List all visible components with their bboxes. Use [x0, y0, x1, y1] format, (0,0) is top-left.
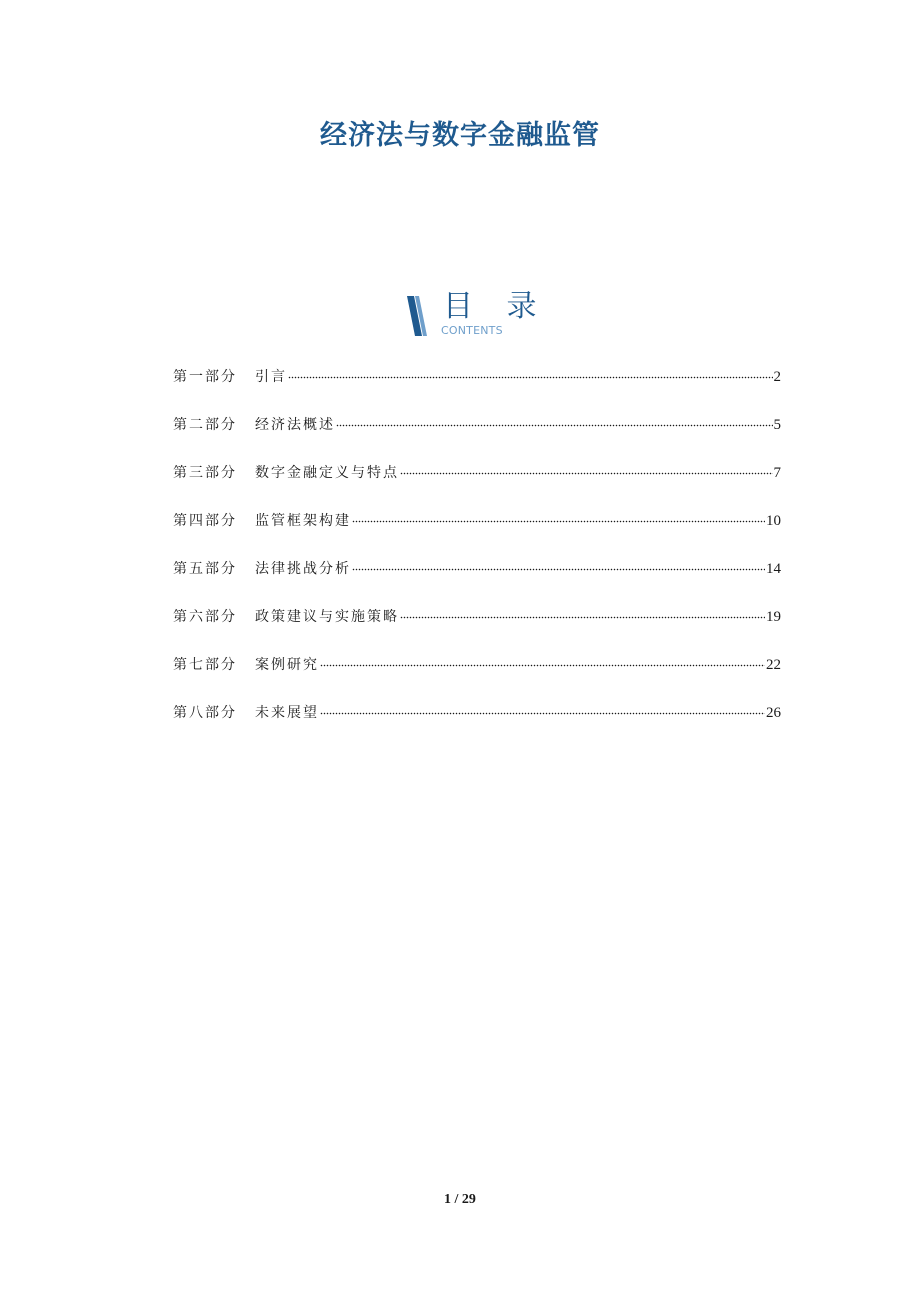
- toc-entry-page: 2: [773, 369, 781, 385]
- toc-entry-name: 引言: [255, 369, 287, 385]
- toc-leader-dots: [288, 376, 773, 380]
- toc-entry[interactable]: [173, 462, 781, 510]
- toc-leader-dots: [336, 424, 773, 428]
- toc-entry-page: 7: [773, 465, 781, 481]
- toc-entry-part: 第一部分: [173, 369, 237, 385]
- toc-entry-name: 数字金融定义与特点: [255, 465, 399, 481]
- toc-entry-name: 法律挑战分析: [255, 561, 351, 577]
- toc-leader-dots: [352, 568, 765, 572]
- toc-leader-dots: [320, 664, 765, 668]
- toc-entry[interactable]: [173, 510, 781, 558]
- toc-entry-part: 第八部分: [173, 705, 237, 721]
- toc-entry[interactable]: [173, 558, 781, 606]
- toc-entry-part: 第六部分: [173, 609, 237, 625]
- toc-leader-dots: [400, 616, 765, 620]
- document-title: 经济法与数字金融监管: [320, 120, 600, 151]
- toc-subheading: CONTENTS: [441, 324, 503, 337]
- toc-list: [173, 366, 781, 750]
- toc-entry-page: 26: [766, 705, 781, 721]
- toc-entry-page: 22: [766, 657, 781, 673]
- toc-entry-page: 10: [766, 513, 781, 529]
- toc-entry[interactable]: [173, 702, 781, 750]
- toc-entry-name: 经济法概述: [255, 417, 335, 433]
- toc-entry[interactable]: [173, 606, 781, 654]
- toc-entry-page: 5: [773, 417, 781, 433]
- toc-leader-dots: [352, 520, 765, 524]
- toc-entry-part: 第二部分: [173, 417, 237, 433]
- toc-entry-part: 第四部分: [173, 513, 237, 529]
- toc-entry-part: 第三部分: [173, 465, 237, 481]
- toc-logo-icon: [405, 294, 431, 338]
- toc-entry-name: 政策建议与实施策略: [255, 609, 399, 625]
- toc-entry-page: 14: [766, 561, 781, 577]
- toc-entry-page: 19: [766, 609, 781, 625]
- toc-entry[interactable]: [173, 366, 781, 414]
- toc-leader-dots: [320, 712, 765, 716]
- toc-entry-name: 未来展望: [255, 705, 319, 721]
- toc-entry[interactable]: [173, 654, 781, 702]
- toc-entry[interactable]: [173, 414, 781, 462]
- toc-entry-name: 案例研究: [255, 657, 319, 673]
- toc-header: [405, 289, 549, 340]
- toc-entry-part: 第七部分: [173, 657, 237, 673]
- toc-entry-name: 监管框架构建: [255, 513, 351, 529]
- toc-entry-part: 第五部分: [173, 561, 237, 577]
- toc-heading: 目 录: [443, 289, 549, 324]
- page-number: 1 / 29: [444, 1192, 476, 1207]
- toc-leader-dots: [400, 472, 773, 476]
